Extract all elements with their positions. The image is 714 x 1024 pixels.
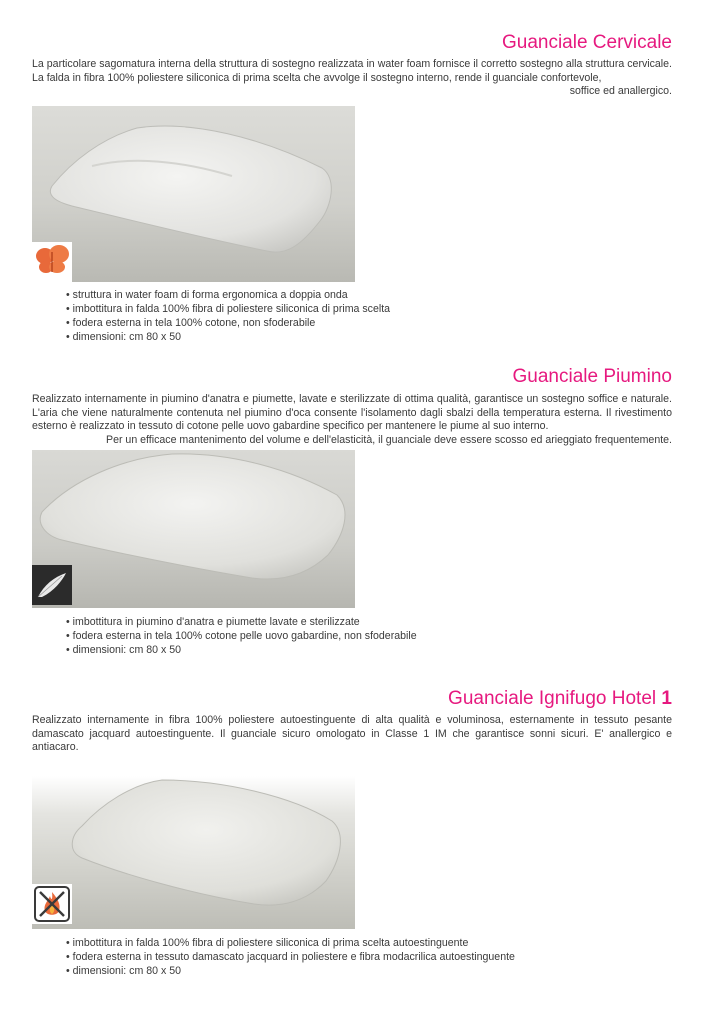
- description-cervicale: La particolare sagomatura interna della struttura di sostegno realizzata in water foam fornisce il corretto sostegno alla struttura cervicale. La falda in fibra 100% poliestere siliconica di prima scelta che avvolge il sostegno interno, rende il guanciale confortevole, soffice ed anallergico.: [32, 58, 672, 98]
- pillow-photo-piumino: [32, 450, 355, 608]
- features-list-piumino: [66, 615, 417, 657]
- list-item: • fodera esterna in tela 100% cotone pelle uovo gabardine, non sfoderabile: [66, 629, 417, 643]
- description-ignifugo: Realizzato internamente in fibra 100% poliestere autoestinguente di alta qualità e voluminosa, esternamente in tessuto pesante damascato jacquard autoestinguente. Il guanciale sicuro omologato in Classe 1 IM che garantisce sonni sicuri. E' anallergico e antiacaro.: [32, 714, 672, 754]
- list-item: • imbottitura in falda 100% fibra di poliestere siliconica di prima scelta: [66, 302, 390, 316]
- description-piumino: Realizzato internamente in piumino d'anatra e piumette, lavate e sterilizzate di ottima qualità, garantisce un sostegno soffice e naturale. L'aria che viene naturalmente contenuta nel piumino d'oca consente l'isolamento dagli sbalzi della temperatura esterna. Il rivestimento esterno è realizzato in tessuto di cotone pelle uovo gabardine specifico per mantenere le piume al suo interno. Per un efficace mantenimento del volume e dell'elasticità, il guanciale deve essere scosso ed arieggiato frequentemente.: [32, 393, 672, 446]
- pillow-photo-ignifugo: [32, 776, 355, 929]
- section-title-piumino: Guanciale Piumino: [512, 366, 672, 387]
- list-item: • dimensioni: cm 80 x 50: [66, 643, 417, 657]
- section-title-ignifugo: Guanciale Ignifugo Hotel 1: [448, 688, 672, 709]
- fire-retardant-icon: [32, 884, 72, 924]
- butterfly-anallergico-icon: [32, 242, 72, 282]
- list-item: • dimensioni: cm 80 x 50: [66, 330, 390, 344]
- list-item: • dimensioni: cm 80 x 50: [66, 964, 515, 978]
- pillow-photo-cervicale: [32, 106, 355, 282]
- list-item: • imbottitura in falda 100% fibra di poliestere siliconica di prima scelta autoestinguente: [66, 936, 515, 950]
- list-item: • fodera esterna in tessuto damascato jacquard in poliestere e fibra modacrilica autoestinguente: [66, 950, 515, 964]
- feather-icon: [32, 565, 72, 605]
- list-item: • struttura in water foam di forma ergonomica a doppia onda: [66, 288, 390, 302]
- feather-badge: [32, 565, 72, 605]
- features-list-ignifugo: [66, 936, 515, 978]
- fire-retardant-badge: [32, 884, 72, 924]
- section-title-cervicale: Guanciale Cervicale: [501, 32, 672, 53]
- anallergico-badge: [32, 242, 72, 282]
- list-item: • fodera esterna in tela 100% cotone, non sfoderabile: [66, 316, 390, 330]
- features-list-cervicale: [66, 288, 390, 344]
- list-item: • imbottitura in piumino d'anatra e piumette lavate e sterilizzate: [66, 615, 417, 629]
